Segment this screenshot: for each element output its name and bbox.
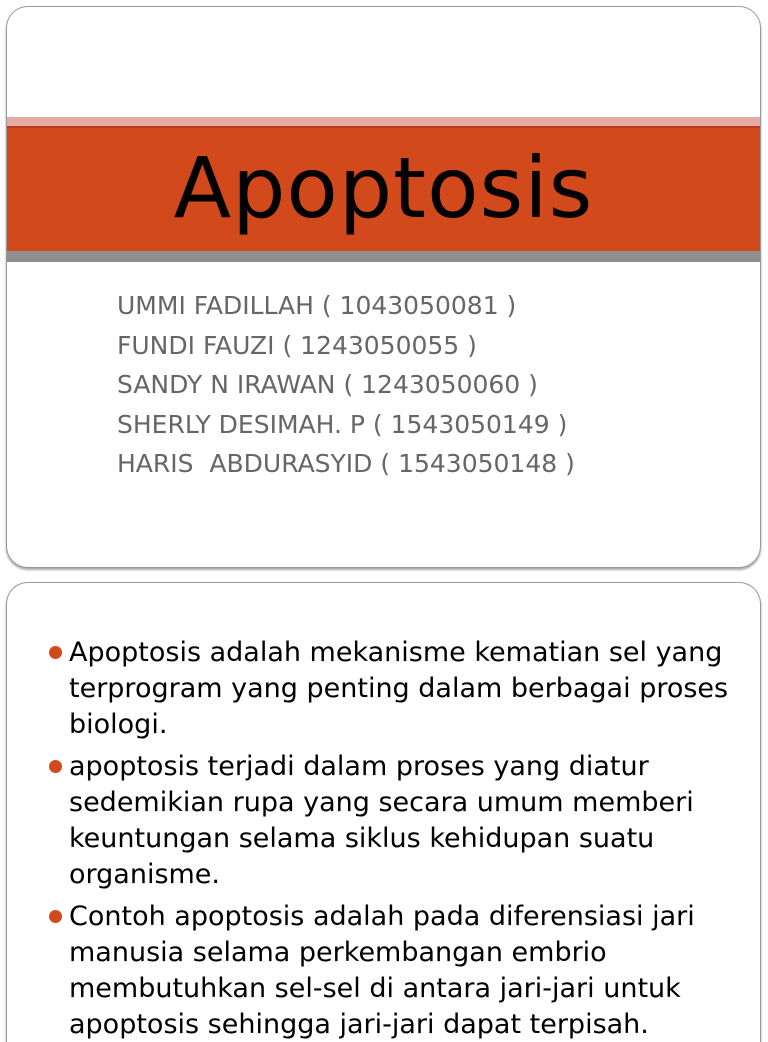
bullet-text: Apoptosis adalah mekanisme kematian sel yang terprogram yang penting dalam berbagai proses biologi. xyxy=(69,637,729,740)
bullet-dot-icon xyxy=(49,760,62,773)
author-list xyxy=(117,286,575,484)
bullet-item xyxy=(45,749,745,893)
author-item: UMMI FADILLAH ( 1043050081 ) xyxy=(117,291,517,320)
bullet-item xyxy=(45,635,745,743)
author-item: SHERLY DESIMAH. P ( 1543050149 ) xyxy=(117,409,568,439)
title-slide xyxy=(6,6,761,568)
bullet-list xyxy=(45,635,745,1042)
content-slide xyxy=(6,582,761,1042)
bullet-text: Contoh apoptosis adalah pada diferensiasi jari manusia selama perkembangan embrio membutuhkan sel-sel di antara jari-jari untuk apoptosis sehingga jari-jari dapat terpisah. xyxy=(69,901,695,1040)
author-item: SANDY N IRAWAN ( 1243050060 ) xyxy=(117,370,538,399)
bullet-dot-icon xyxy=(49,910,62,923)
bullet-item xyxy=(45,899,745,1042)
slide-title: Apoptosis xyxy=(173,139,594,237)
author-item: FUNDI FAUZI ( 1243050055 ) xyxy=(117,330,477,360)
bullet-text: apoptosis terjadi dalam proses yang diatur sedemikian rupa yang secara umum memberi keuntungan selama siklus kehidupan suatu organisme. xyxy=(69,751,694,890)
bullet-dot-icon xyxy=(49,646,62,659)
author-item: HARIS ABDURASYID ( 1543050148 ) xyxy=(117,449,575,478)
